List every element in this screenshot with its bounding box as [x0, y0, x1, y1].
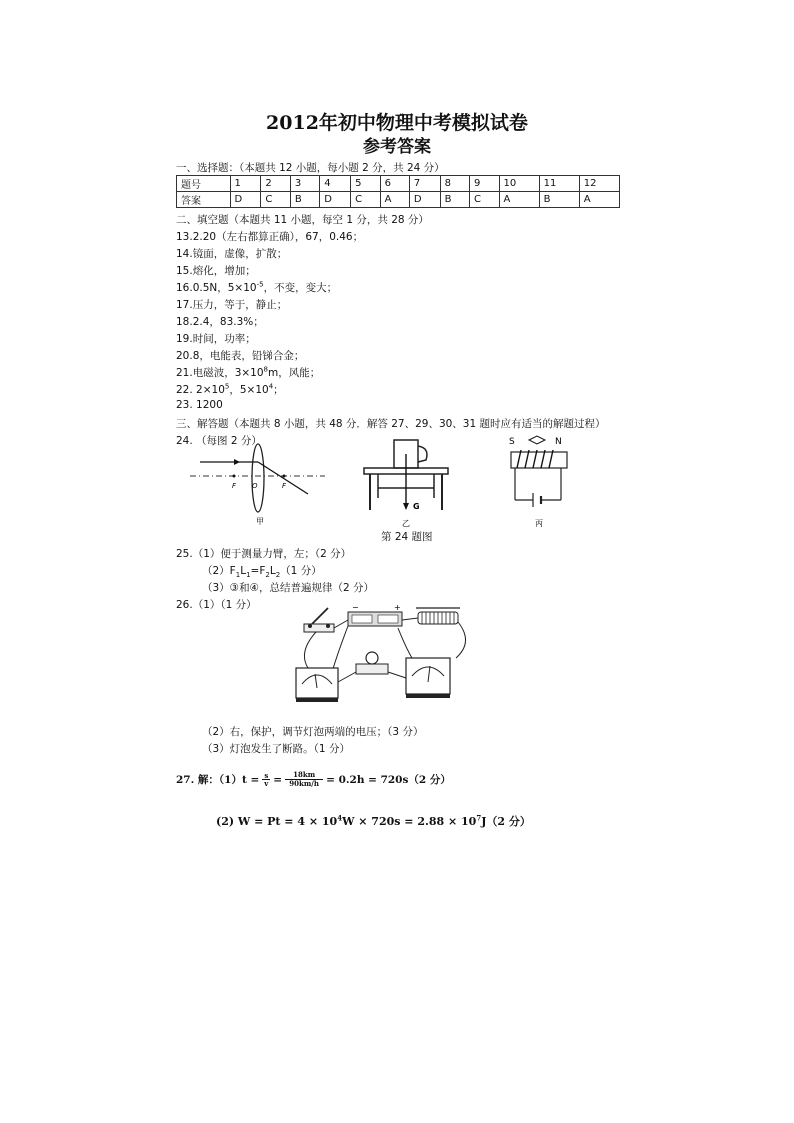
table-cell: 1: [230, 176, 261, 192]
table-cell: 8: [440, 176, 469, 192]
table-cell: 2: [261, 176, 291, 192]
electromagnet-diagram: [503, 434, 583, 529]
table-cell: 5: [351, 176, 381, 192]
row-label: 答案: [177, 192, 231, 208]
table-cell: 4: [320, 176, 351, 192]
battery-minus-label: −: [352, 603, 359, 612]
fraction-s-over-v: s v: [264, 771, 269, 788]
answer-25-part3: （3）③和④，总结普遍规律（2 分）: [202, 582, 375, 594]
table-cell: B: [539, 192, 579, 208]
gravity-label: G: [413, 502, 420, 511]
answer-27-part1: 27. 解：（1）t = s v = 18km 90km/h = 0.2h = 720s（2 分）: [176, 770, 451, 788]
answer-19: 19.时间，功率；: [176, 333, 256, 345]
south-pole-label: S: [509, 437, 515, 447]
focus-label-right: F: [282, 482, 287, 490]
table-cell: 10: [499, 176, 539, 192]
cup-on-table-diagram: [360, 436, 460, 536]
section3-heading: 三、解答题（本题共 8 小题，共 48 分．解答 27、29、30、31 题时应有适当的解题过程）: [176, 418, 606, 430]
table-cell: 11: [539, 176, 579, 192]
answer-23: 23. 1200: [176, 399, 223, 411]
table-cell: D: [230, 192, 261, 208]
table-cell: A: [380, 192, 409, 208]
answer-table: [176, 175, 620, 208]
answer-21: 21.电磁波，$3\times 10^8m$，风能；: [176, 365, 321, 379]
answer-27-part2: (2) $W = Pt = 4 \times 10^4W \times 720s = 2.88 \times 10^7J(2$ 分）: [216, 813, 531, 828]
optical-center-label: O: [252, 482, 258, 490]
answer-25-part2: $(2)F_1L_1=F_2L_2(1$ 分）: [202, 565, 322, 580]
answer-20: 20.8，电能表，铅锑合金；: [176, 350, 305, 362]
figure-label-bing: 丙: [535, 519, 543, 528]
answer-26-part3: （3）灯泡发生了断路。（1 分）: [202, 743, 350, 755]
table-cell: D: [409, 192, 440, 208]
table-cell: 9: [469, 176, 499, 192]
answer-26-part1: 26.（1）（1 分）: [176, 599, 257, 611]
table-row: [177, 192, 620, 208]
answer-24-label: 24. （每图 2 分）: [176, 435, 262, 447]
table-cell: A: [579, 192, 619, 208]
table-cell: B: [290, 192, 319, 208]
circuit-diagram: [288, 602, 478, 708]
answer-16: 16.0.5N，$5\times 10^{-5}$，不变，变大；: [176, 280, 338, 294]
answer-13: 13.2.20（左右都算正确），67，0.46；: [176, 231, 364, 243]
page-subtitle: 参考答案: [363, 137, 431, 157]
answer-18: 18.2.4，83.3%；: [176, 316, 264, 328]
table-cell: A: [499, 192, 539, 208]
table-cell: D: [320, 192, 351, 208]
section1-heading: 一、选择题：（本题共 12 小题，每小题 2 分，共 24 分）: [176, 162, 445, 174]
table-cell: 3: [290, 176, 319, 192]
row-label: 题号: [177, 176, 231, 192]
section2-heading: 二、填空题（本题共 11 小题，每空 1 分，共 28 分）: [176, 214, 429, 226]
answer-17: 17.压力，等于，静止；: [176, 299, 288, 311]
fraction-distance-over-speed: 18km 90km/h: [285, 771, 323, 788]
table-cell: 12: [579, 176, 619, 192]
table-cell: 7: [409, 176, 440, 192]
answer-14: 14.镜面，虚像，扩散；: [176, 248, 288, 260]
table-row: [177, 176, 620, 192]
answer-25-part1: 25.（1）便于测量力臂，左；（2 分）: [176, 548, 352, 560]
figure-label-jia: 甲: [256, 517, 264, 526]
table-cell: B: [440, 192, 469, 208]
table-cell: 6: [380, 176, 409, 192]
table-cell: C: [351, 192, 381, 208]
north-pole-label: N: [555, 437, 562, 447]
figure-label-yi: 乙: [402, 519, 410, 528]
lens-ray-diagram: [190, 440, 330, 530]
answer-22: 22. $2\times 10^5$，$5\times 10^4$；: [176, 382, 284, 396]
focus-label-left: F: [232, 482, 237, 490]
answer-26-part2: （2）右，保护，调节灯泡两端的电压；（3 分）: [202, 726, 424, 738]
table-cell: C: [261, 192, 291, 208]
battery-plus-label: +: [394, 603, 401, 612]
page-title: 2012年初中物理中考模拟试卷: [266, 112, 528, 134]
answer-15: 15.熔化，增加；: [176, 265, 256, 277]
figure-24-caption: 第 24 题图: [381, 531, 433, 543]
table-cell: C: [469, 192, 499, 208]
